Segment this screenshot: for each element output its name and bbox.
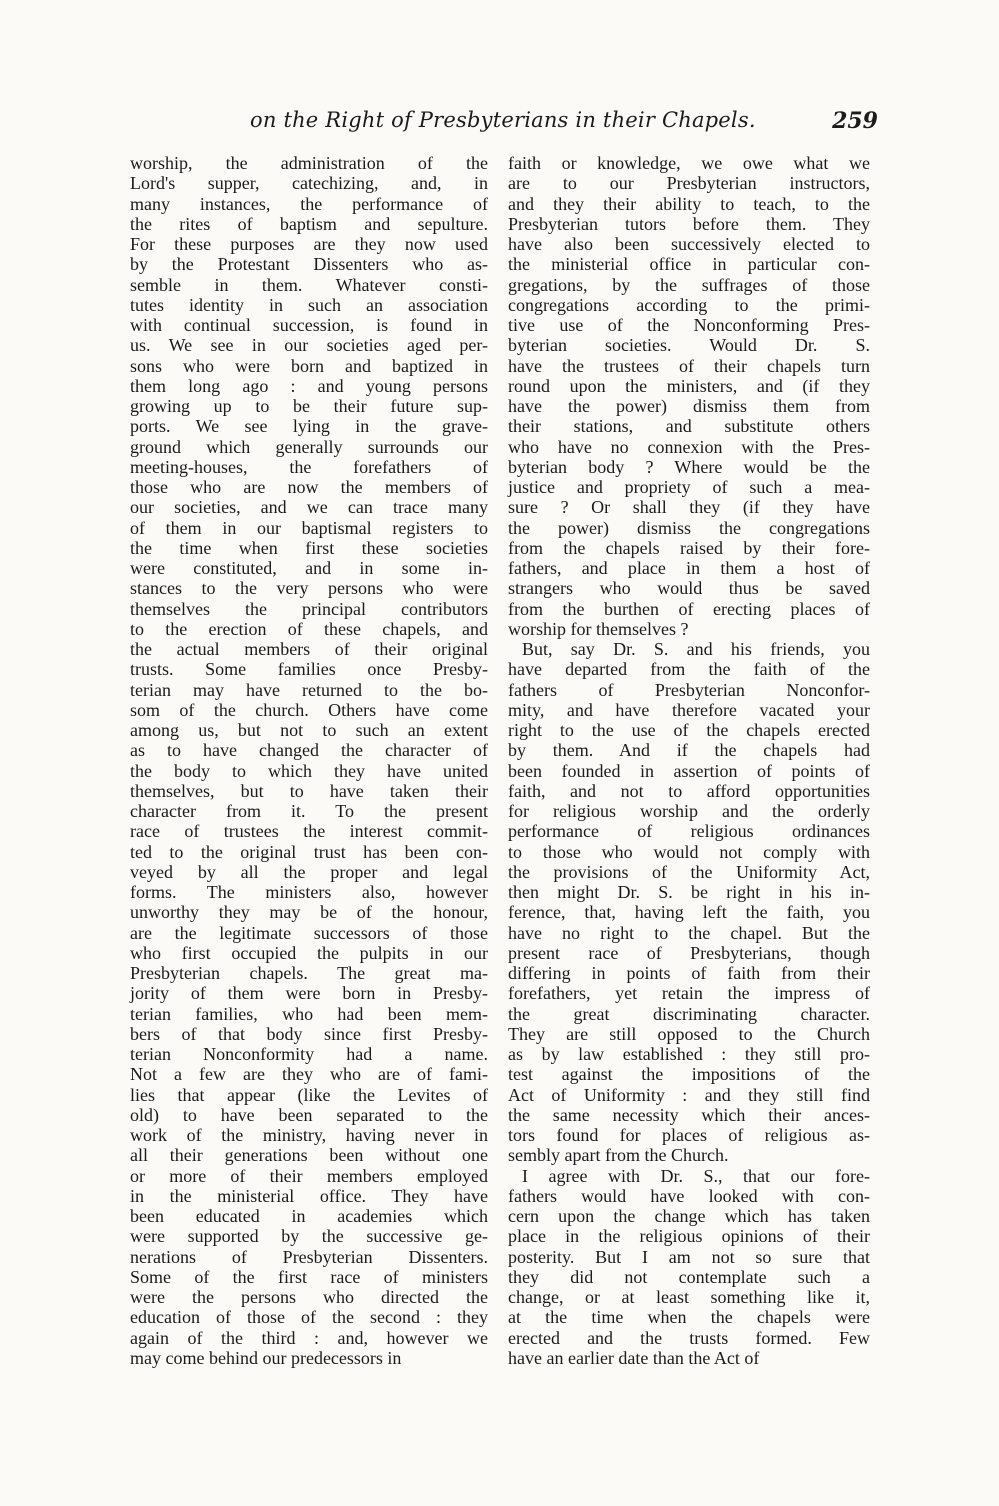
text-line: place in the religious opinions of their <box>508 1226 870 1247</box>
text-line: may come behind our predecessors in <box>130 1347 402 1368</box>
text-line: to the erection of these chapels, and <box>130 618 488 639</box>
text-line: tutes identity in such an association <box>130 294 488 315</box>
text-line: posterity. But I am not so sure that <box>508 1246 870 1267</box>
text-line: erected and the trusts formed. Few <box>508 1327 870 1348</box>
text-line: us. We see in our societies aged per- <box>130 335 488 356</box>
text-line: som of the church. Others have come <box>130 699 488 720</box>
text-line: as by law established : they still pro- <box>508 1044 870 1064</box>
text-line: education of those of the second : they <box>130 1307 488 1328</box>
text-line: veyed by all the proper and legal <box>130 861 488 882</box>
text-line: by the Protestant Dissenters who as- <box>130 254 488 275</box>
text-line: were the persons who directed the <box>130 1287 488 1307</box>
text-line: again of the third : and, however we <box>130 1327 488 1348</box>
running-title: on the Right of Presbyterians in their Chapels. <box>250 108 756 132</box>
text-line: the body to which they have united <box>130 760 488 781</box>
text-line: themselves the principal contributors <box>130 598 488 619</box>
text-line: fathers, and place in them a host of <box>508 558 870 578</box>
text-line: nerations of Presbyterian Dissenters. <box>130 1246 488 1267</box>
text-line: in the ministerial office. They have <box>130 1185 488 1206</box>
text-line: at the time when the chapels were <box>508 1307 870 1328</box>
text-line: ground which generally surrounds our <box>130 436 488 457</box>
text-line: performance of religious ordinances <box>508 821 870 842</box>
text-line: those who are now the members of <box>130 477 488 497</box>
text-line: old) to have been separated to the <box>130 1104 488 1125</box>
text-line: or more of their members employed <box>130 1165 488 1186</box>
text-line: have the power) dismiss them from <box>508 396 870 416</box>
text-line: and they their ability to teach, to the <box>508 193 870 214</box>
text-line: tive use of the Nonconforming Pres- <box>508 315 870 335</box>
text-line: the ministerial office in particular con- <box>508 254 870 275</box>
text-line: among us, but not to such an extent <box>130 720 488 740</box>
left-text-column <box>130 153 488 1368</box>
text-line: character from it. To the present <box>130 801 488 821</box>
text-line: tors found for places of religious as- <box>508 1125 870 1145</box>
text-line: sure ? Or shall they (if they have <box>508 497 870 518</box>
text-line: byterian societies. Would Dr. S. <box>508 335 870 356</box>
text-line: But, say Dr. S. and his friends, you <box>522 639 870 659</box>
text-line: justice and propriety of such a mea- <box>508 477 870 497</box>
text-line: by them. And if the chapels had <box>508 740 870 761</box>
text-line: terian Nonconformity had a name. <box>130 1044 488 1064</box>
text-line: forefathers, yet retain the impress of <box>508 983 870 1004</box>
text-line: trusts. Some families once Presby- <box>130 659 488 680</box>
text-line: they did not contemplate such a <box>508 1266 870 1287</box>
text-line: right to the use of the chapels erected <box>508 720 870 740</box>
text-line: gregations, by the suffrages of those <box>508 274 870 295</box>
text-line: their stations, and substitute others <box>508 416 870 437</box>
text-line: are the legitimate successors of those <box>130 922 488 943</box>
text-line: work of the ministry, having never in <box>130 1125 488 1145</box>
text-line: faith or knowledge, we owe what we <box>508 153 870 173</box>
text-line: with continual succession, is found in <box>130 315 488 335</box>
text-line: sons who were born and baptized in <box>130 355 488 376</box>
text-line: round upon the ministers, and (if they <box>508 375 870 396</box>
text-line: bers of that body since first Presby- <box>130 1023 488 1044</box>
text-line: test against the impositions of the <box>508 1064 870 1085</box>
text-line: worship, the administration of the <box>130 153 488 173</box>
text-line: themselves, but to have taken their <box>130 780 488 801</box>
text-line: sembly apart from the Church. <box>508 1145 729 1166</box>
text-line: meeting-houses, the forefathers of <box>130 456 488 477</box>
text-line: For these purposes are they now used <box>130 234 488 254</box>
text-line: all their generations been without one <box>130 1145 488 1166</box>
text-line: have an earlier date than the Act of <box>508 1347 760 1368</box>
text-line: the time when first these societies <box>130 537 488 558</box>
text-line: for religious worship and the orderly <box>508 801 870 821</box>
text-line: lies that appear (like the Levites of <box>130 1084 488 1105</box>
text-line: fathers of Presbyterian Nonconfor- <box>508 679 870 700</box>
text-line: have the trustees of their chapels turn <box>508 355 870 376</box>
text-line: were constituted, and in some in- <box>130 558 488 578</box>
text-line: many instances, the performance of <box>130 193 488 214</box>
text-line: Lord's supper, catechizing, and, in <box>130 173 488 194</box>
text-line: of them in our baptismal registers to <box>130 517 488 538</box>
text-line: strangers who would thus be saved <box>508 578 870 599</box>
text-line: Act of Uniformity : and they still find <box>508 1084 870 1105</box>
text-line: who have no connexion with the Pres- <box>508 436 870 457</box>
text-line: have also been successively elected to <box>508 234 870 254</box>
text-line: Presbyterian tutors before them. They <box>508 213 870 234</box>
right-text-column <box>508 153 870 1368</box>
text-line: ference, that, having left the faith, you <box>508 902 870 923</box>
text-line: who first occupied the pulpits in our <box>130 942 488 963</box>
text-line: semble in them. Whatever consti- <box>130 274 488 295</box>
text-line: to those who would not comply with <box>508 841 870 862</box>
text-line: our societies, and we can trace many <box>130 497 488 518</box>
text-line: unworthy they may be of the honour, <box>130 902 488 923</box>
text-line: are to our Presbyterian instructors, <box>508 173 870 194</box>
text-line: from the burthen of erecting places of <box>508 598 870 619</box>
text-line: ports. We see lying in the grave- <box>130 416 488 437</box>
text-line: were supported by the successive ge- <box>130 1226 488 1247</box>
text-line: worship for themselves ? <box>508 618 689 639</box>
text-line: stances to the very persons who were <box>130 578 488 599</box>
text-line: fathers would have looked with con- <box>508 1185 870 1206</box>
text-line: They are still opposed to the Church <box>508 1023 870 1044</box>
text-line: as to have changed the character of <box>130 740 488 761</box>
text-line: have no right to the chapel. But the <box>508 922 870 943</box>
text-line: present race of Presbyterians, though <box>508 942 870 963</box>
text-line: cern upon the change which has taken <box>508 1206 870 1226</box>
text-line: ted to the original trust has been con- <box>130 841 488 862</box>
text-line: have departed from the faith of the <box>508 659 870 680</box>
text-line: differing in points of faith from their <box>508 963 870 983</box>
text-line: from the chapels raised by their fore- <box>508 537 870 558</box>
text-line: Presbyterian chapels. The great ma- <box>130 963 488 983</box>
text-line: the actual members of their original <box>130 639 488 659</box>
text-line: the rites of baptism and sepulture. <box>130 213 488 234</box>
text-line: mity, and have therefore vacated your <box>508 699 870 720</box>
text-line: the great discriminating character. <box>508 1003 870 1024</box>
text-line: forms. The ministers also, however <box>130 882 488 902</box>
text-line: congregations according to the primi- <box>508 294 870 315</box>
text-line: change, or at least something like it, <box>508 1287 870 1307</box>
text-line: byterian body ? Where would be the <box>508 456 870 477</box>
text-line: Not a few are they who are of fami- <box>130 1064 488 1085</box>
text-line: faith, and not to afford opportunities <box>508 780 870 801</box>
text-line: race of trustees the interest commit- <box>130 821 488 842</box>
text-line: I agree with Dr. S., that our fore- <box>522 1165 870 1186</box>
text-line: the same necessity which their ances- <box>508 1104 870 1125</box>
text-line: then might Dr. S. be right in his in- <box>508 882 870 902</box>
text-line: growing up to be their future sup- <box>130 396 488 416</box>
page-number: 259 <box>832 108 878 134</box>
running-head <box>130 108 878 138</box>
text-line: been founded in assertion of points of <box>508 760 870 781</box>
text-line: terian may have returned to the bo- <box>130 679 488 700</box>
text-line: terian families, who had been mem- <box>130 1003 488 1024</box>
text-line: been educated in academies which <box>130 1206 488 1226</box>
text-line: the provisions of the Uniformity Act, <box>508 861 870 882</box>
text-line: Some of the first race of ministers <box>130 1266 488 1287</box>
text-line: jority of them were born in Presby- <box>130 983 488 1004</box>
text-line: the power) dismiss the congregations <box>508 517 870 538</box>
text-line: them long ago : and young persons <box>130 375 488 396</box>
